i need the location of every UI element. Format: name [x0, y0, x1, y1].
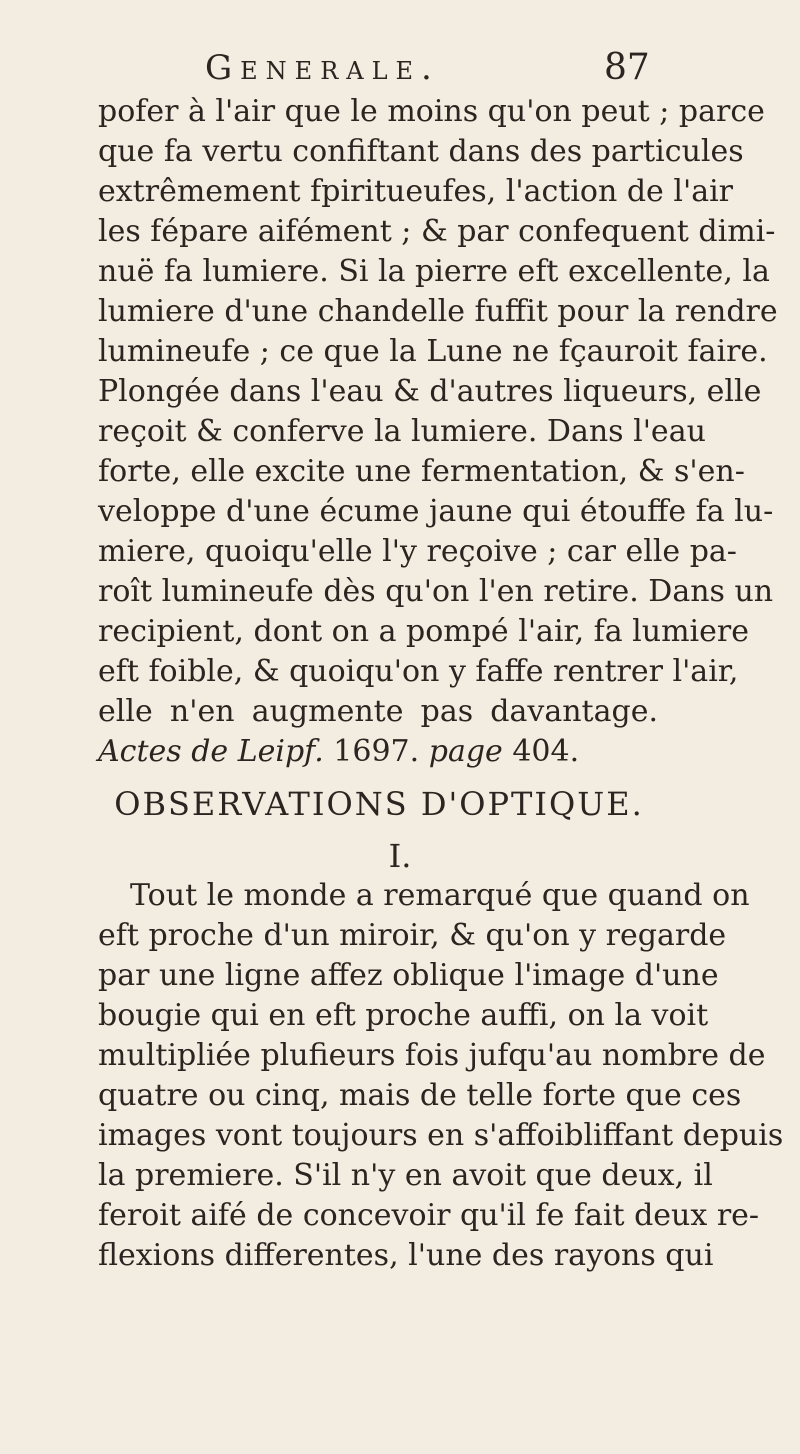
text-line: recipient, dont on a pompé l'air, fa lumiere	[98, 614, 749, 649]
text-line: elle n'en augmente pas davantage.	[98, 694, 658, 729]
text-line: veloppe d'une écume jaune qui étouffe fa lu-	[98, 494, 774, 529]
text-line: par une ligne affez oblique l'image d'une	[98, 958, 719, 993]
citation-page-label: page	[428, 734, 503, 769]
text-line: la premiere. S'il n'y en avoit que deux, il	[98, 1158, 713, 1193]
citation-page-number: 404.	[512, 734, 580, 769]
text-line: images vont toujours en s'affoibliffant depuis	[98, 1118, 784, 1153]
text-line: feroit aifé de concevoir qu'il fe fait deux re-	[98, 1198, 760, 1233]
section-heading: OBSERVATIONS D'OPTIQUE.	[114, 785, 644, 823]
text-line: flexions differentes, l'une des rayons qui	[98, 1238, 714, 1273]
text-line: extrêmement fpiritueufes, l'action de l'air	[98, 174, 734, 209]
section-numeral: I.	[388, 837, 412, 875]
text-line: lumineufe ; ce que la Lune ne fçauroit faire.	[98, 334, 768, 369]
text-line: miere, quoiqu'elle l'y reçoive ; car elle pa-	[98, 534, 737, 569]
citation-source: Actes de Leipf.	[98, 734, 324, 769]
text-line: roît lumineufe dès qu'on l'en retire. Dans un	[98, 574, 774, 609]
text-line: eft proche d'un miroir, & qu'on y regarde	[98, 918, 727, 953]
text-line: reçoit & conferve la lumiere. Dans l'eau	[98, 414, 706, 449]
citation-line	[98, 732, 658, 772]
text-line: eft foible, & quoiqu'on y faffe rentrer l'air,	[98, 654, 739, 689]
text-line: nuë fa lumiere. Si la pierre eft excellente, la	[98, 254, 770, 289]
text-line: forte, elle excite une fermentation, & s'en-	[98, 454, 745, 489]
text-line: pofer à l'air que le moins qu'on peut ; parce	[98, 94, 765, 129]
text-line: les fépare aifément ; & par confequent dimi-	[98, 214, 776, 249]
citation-year: 1697.	[333, 734, 420, 769]
text-line: Tout le monde a remarqué que quand on	[130, 878, 750, 913]
text-line: Plongée dans l'eau & d'autres liqueurs, elle	[98, 374, 762, 409]
text-line: que fa vertu confiftant dans des particules	[98, 134, 744, 169]
running-head	[0, 44, 800, 92]
text-line: lumiere d'une chandelle fuffit pour la rendre	[98, 294, 778, 329]
text-line: bougie qui en eft proche auffi, on la voit	[98, 998, 709, 1033]
page-number: 87	[604, 47, 650, 88]
running-head-title: Generale.	[205, 48, 440, 88]
text-line: multipliée plufieurs fois jufqu'au nombre de	[98, 1038, 766, 1073]
text-line: quatre ou cinq, mais de telle forte que ces	[98, 1078, 742, 1113]
